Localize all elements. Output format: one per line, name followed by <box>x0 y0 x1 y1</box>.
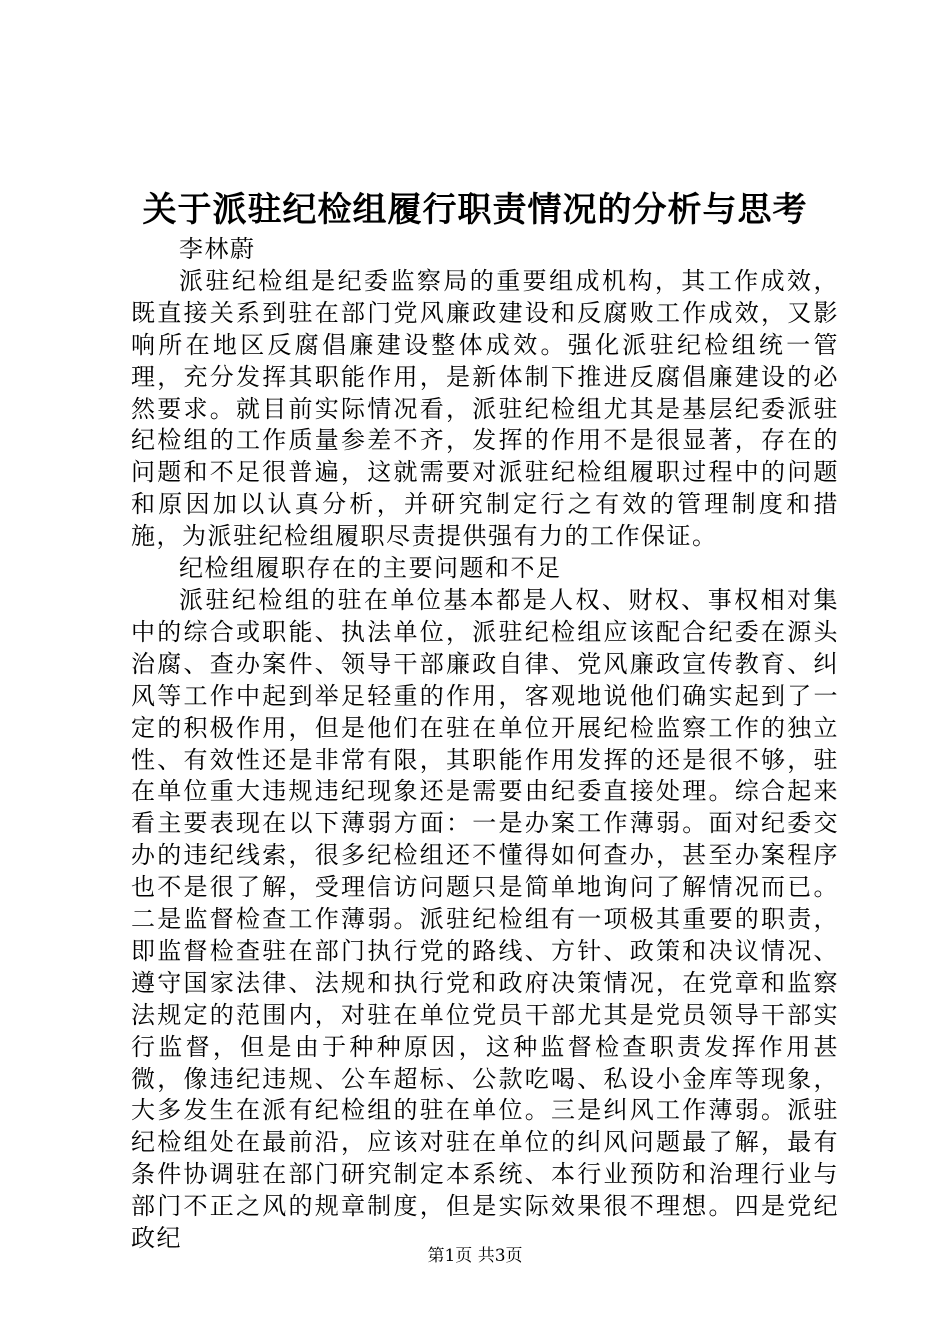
paragraph-problems: 派驻纪检组的驻在单位基本都是人权、财权、事权相对集中的综合或职能、执法单位，派驻纪检组应该配合纪委在源头治腐、查办案件、领导干部廉政自律、党风廉政宣传教育、纠风等工作中起到举足轻重的作用，客观地说他们确实起到了一定的积极作用，但是他们在驻在单位开展纪检监察工作的独立性、有效性还是非常有限，其职能作用发挥的还是很不够，驻在单位重大违规违纪现象还是需要由纪委直接处理。综合起来看主要表现在以下薄弱方面：一是办案工作薄弱。面对纪委交办的违纪线索，很多纪检组还不懂得如何查办，甚至办案程序也不是很了解，受理信访问题只是简单地询问了解情况而已。二是监督检查工作薄弱。派驻纪检组有一项极其重要的职责，即监督检查驻在部门执行党的路线、方针、政策和决议情况、遵守国家法律、法规和执行党和政府决策情况，在党章和监察法规定的范围内，对驻在单位党员干部尤其是党员领导干部实行监督，但是由于种种原因，这种监督检查职责发挥作用甚微，像违纪违规、公车超标、公款吃喝、私设小金库等现象，大多发生在派有纪检组的驻在单位。三是纠风工作薄弱。派驻纪检组处在最前沿，应该对驻在单位的纠风问题最了解，最有条件协调驻在部门研究制定本系统、本行业预防和治理行业与部门不正之风的规章制度，但是实际效果很不理想。四是党纪政纪 <box>131 585 839 1253</box>
author-name: 李林蔚 <box>179 235 256 263</box>
document-body <box>131 234 839 1255</box>
section-heading: 纪检组履职存在的主要问题和不足 <box>179 554 562 583</box>
paragraph-intro: 派驻纪检组是纪委监察局的重要组成机构，其工作成效，既直接关系到驻在部门党风廉政建设和反腐败工作成效，又影响所在地区反腐倡廉建设整体成效。强化派驻纪检组统一管理，充分发挥其职能作用，是新体制下推进反腐倡廉建设的必然要求。就目前实际情况看，派驻纪检组尤其是基层纪委派驻纪检组的工作质量参差不齐，发挥的作用不是很显著，存在的问题和不足很普遍，这就需要对派驻纪检组履职过程中的问题和原因加以认真分析，并研究制定行之有效的管理制度和措施，为派驻纪检组履职尽责提供强有力的工作保证。 <box>131 266 839 551</box>
page-number-footer: 第1页 共3页 <box>427 1246 523 1266</box>
page-title: 关于派驻纪检组履行职责情况的分析与思考 <box>142 190 808 230</box>
